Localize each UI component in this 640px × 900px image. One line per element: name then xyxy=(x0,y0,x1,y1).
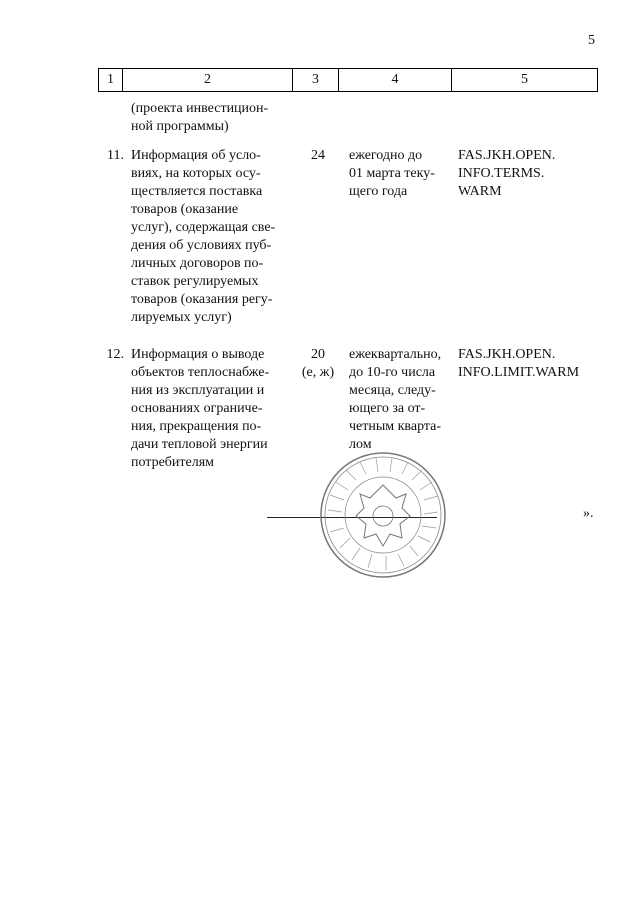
row-description: Информация о выводе объектов теплоснабже- ния из эксплуатации и основаниях ограниче- ния, прекращения по- дачи тепловой энергии потребителям xyxy=(131,347,270,470)
row-period: ежегодно до 01 марта теку- щего года xyxy=(349,148,435,199)
row-code: FAS.JKH.OPEN. INFO.TERMS. WARM xyxy=(458,148,556,199)
closing-quote: ». xyxy=(583,506,594,521)
header-col-4: 4 xyxy=(339,69,452,91)
page-number: 5 xyxy=(588,33,595,48)
row-description: Информация об усло- виях, на которых осу- ществляется поставка товаров (оказание услуг), содержащая све- дения об условиях пуб- личных договоров по- ставок регулируемых товаров (оказания регу- лируемых услуг) xyxy=(131,148,276,325)
header-col-1: 1 xyxy=(99,69,123,91)
header-col-5: 5 xyxy=(521,72,528,87)
header-col-2: 2 xyxy=(123,69,293,91)
row-period: ежеквартально, до 10-го числа месяца, следу- ющего за от- четным кварта- лом xyxy=(349,347,442,452)
official-seal-icon xyxy=(318,450,448,580)
row-count: 24 xyxy=(311,148,325,163)
header-col-3: 3 xyxy=(293,69,339,91)
row-code: FAS.JKH.OPEN. INFO.LIMIT.WARM xyxy=(458,347,580,380)
row-number: 12. xyxy=(106,347,124,362)
table-header xyxy=(98,68,598,92)
continuation-text: (проекта инвестицион- ной программы) xyxy=(131,101,269,134)
row-count: 20 (е, ж) xyxy=(301,347,335,380)
row-number: 11. xyxy=(107,148,124,163)
